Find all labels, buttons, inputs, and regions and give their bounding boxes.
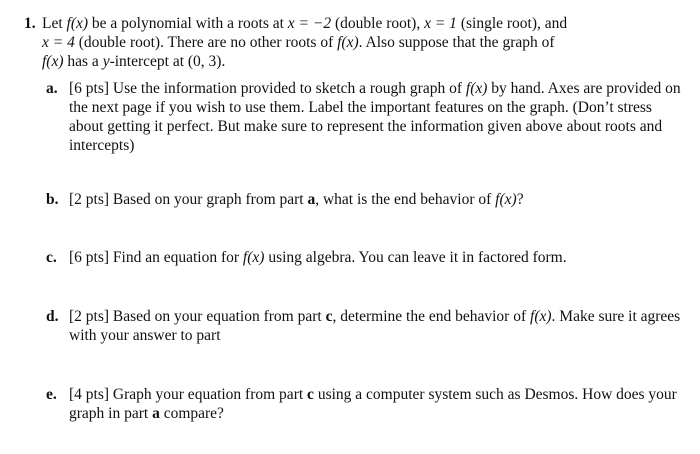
root-3-type: (double root). There are no other roots of — [74, 34, 338, 51]
function-notation: f(x) — [242, 249, 265, 266]
y-variable: y — [102, 53, 110, 70]
part-d-text — [69, 307, 682, 345]
part-a-letter: a. — [46, 80, 58, 97]
root-1: x = −2 — [287, 15, 332, 32]
root-2-type: (single root), and — [456, 15, 568, 32]
part-text-segment: . Make sure it agrees with your answer to part — [69, 308, 681, 344]
part-text-segment: using algebra. You can leave it in factored form. — [264, 249, 567, 266]
part-text-segment: by hand. Axes are provided on the next page if you wish to use them. Label the important features on the graph. (Don’t stress about getting it perfect. But make sure to represent the information given above about roots and intercepts) — [69, 80, 681, 154]
part-d — [46, 307, 682, 345]
function-notation: f(x) — [66, 15, 89, 32]
part-c — [46, 248, 682, 267]
function-notation: f(x) — [337, 34, 359, 51]
part-e-letter: e. — [46, 386, 57, 403]
part-text-segment: , determine the end behavior of — [332, 308, 531, 325]
part-text-segment: , what is the end behavior of — [315, 191, 496, 208]
part-b-text — [69, 190, 682, 209]
part-reference: a — [152, 405, 160, 422]
root-2: x = 1 — [424, 15, 457, 32]
problem-statement — [42, 14, 682, 71]
function-notation: f(x) — [465, 80, 488, 97]
part-b — [46, 190, 682, 209]
part-text-segment: [6 pts] Use the information provided to sketch a rough graph of — [69, 80, 466, 97]
part-text-segment: [4 pts] Graph your equation from part — [69, 386, 308, 403]
part-c-text — [69, 248, 682, 267]
y-intercept-text: -intercept at (0, 3). — [109, 53, 226, 70]
part-text-segment: [2 pts] Based on your graph from part — [69, 191, 308, 208]
part-text-segment: using a computer system such as Desmos. How does your graph in part — [69, 386, 677, 422]
part-a — [46, 79, 682, 155]
root-1-type: (double root), — [331, 15, 425, 32]
part-text-segment: [2 pts] Based on your equation from part — [69, 308, 326, 325]
part-text-segment: compare? — [159, 405, 224, 422]
problem-text-segment: Let — [42, 15, 67, 32]
problem-number: 1. — [24, 15, 36, 32]
part-reference: a — [307, 191, 316, 208]
part-text-segment: ? — [516, 191, 524, 208]
problem-text-segment: be a polynomial with a roots at — [88, 15, 288, 32]
part-a-text — [69, 79, 682, 155]
problem-text-segment: . Also suppose that the graph of — [358, 34, 555, 51]
part-text-segment: [6 pts] Find an equation for — [69, 249, 243, 266]
part-e — [46, 385, 682, 423]
root-3: x = 4 — [42, 34, 75, 51]
function-notation: f(x) — [42, 53, 64, 70]
function-notation: f(x) — [530, 308, 552, 325]
part-e-text — [69, 385, 682, 423]
part-b-letter: b. — [46, 191, 59, 208]
function-notation: f(x) — [495, 191, 517, 208]
part-reference: c — [307, 386, 314, 403]
part-d-letter: d. — [46, 308, 59, 325]
part-c-letter: c. — [46, 249, 57, 266]
problem-text-segment: has a — [63, 53, 103, 70]
part-reference: c — [325, 308, 333, 325]
